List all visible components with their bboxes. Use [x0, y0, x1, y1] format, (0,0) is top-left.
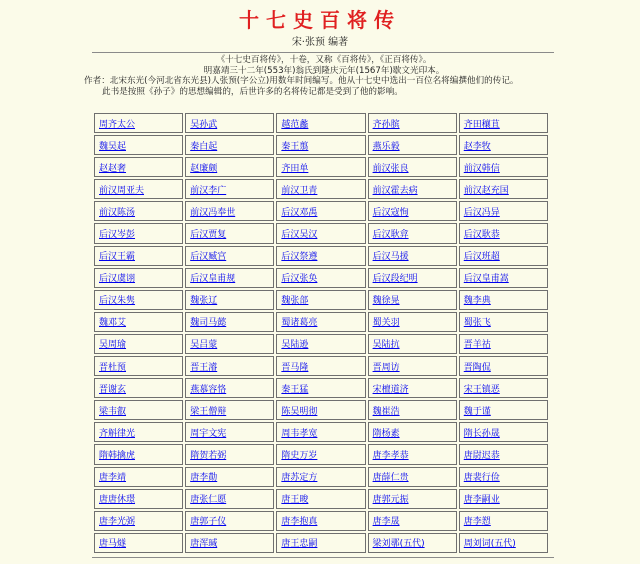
table-row — [94, 246, 548, 266]
general-link[interactable]: 周宇文宪 — [185, 422, 274, 442]
general-link[interactable]: 晋王濬 — [185, 356, 274, 376]
general-link[interactable]: 赵廉颇 — [185, 157, 274, 177]
general-link[interactable]: 晋马隆 — [276, 356, 365, 376]
general-link[interactable]: 魏邓艾 — [94, 312, 183, 332]
general-link[interactable]: 梁韦叡 — [94, 400, 183, 420]
intro-block — [84, 55, 564, 97]
intro-line-2: 明嘉靖三十二年(553年)翁氏到隆庆元年(1567年)歇文光印本。 — [203, 65, 445, 76]
table-row — [94, 268, 548, 288]
general-link[interactable]: 后汉马援 — [368, 246, 457, 266]
general-link[interactable]: 蜀关羽 — [368, 312, 457, 332]
table-row — [94, 113, 548, 133]
general-link[interactable]: 越范蠡 — [276, 113, 365, 133]
general-link[interactable]: 周韦孝宽 — [276, 422, 365, 442]
general-link[interactable]: 齐斛律光 — [94, 422, 183, 442]
general-link[interactable]: 魏张郃 — [276, 290, 365, 310]
general-link[interactable]: 后汉邓禹 — [276, 201, 365, 221]
table-row — [94, 290, 548, 310]
general-link[interactable]: 吴陆逊 — [276, 334, 365, 354]
general-link[interactable]: 前汉霍去病 — [368, 179, 457, 199]
general-link[interactable]: 魏于谨 — [459, 400, 548, 420]
general-link[interactable]: 前汉冯奉世 — [185, 201, 274, 221]
table-row — [94, 356, 548, 376]
general-link[interactable]: 后汉班超 — [459, 246, 548, 266]
general-link[interactable]: 赵李牧 — [459, 135, 548, 155]
general-link[interactable]: 后汉贾复 — [185, 223, 274, 243]
general-link[interactable]: 宋王镇恶 — [459, 378, 548, 398]
general-link[interactable]: 周齐太公 — [94, 113, 183, 133]
general-link[interactable]: 隋长孙晟 — [459, 422, 548, 442]
general-link[interactable]: 后汉朱隽 — [94, 290, 183, 310]
general-link[interactable]: 蜀诸葛亮 — [276, 312, 365, 332]
general-link[interactable]: 后汉耿恭 — [459, 223, 548, 243]
table-row — [94, 135, 548, 155]
general-link[interactable]: 唐尉迟恭 — [459, 444, 548, 464]
table-row — [94, 223, 548, 243]
general-link[interactable]: 后汉虞诩 — [94, 268, 183, 288]
general-link[interactable]: 后汉皇甫规 — [185, 268, 274, 288]
table-row — [94, 157, 548, 177]
general-link[interactable]: 唐马燧 — [94, 533, 183, 553]
general-link[interactable]: 唐薛仁贵 — [368, 467, 457, 487]
general-link[interactable]: 赵赵奢 — [94, 157, 183, 177]
table-row — [94, 422, 548, 442]
general-link[interactable]: 唐王忠嗣 — [276, 533, 365, 553]
general-link[interactable]: 魏徐晃 — [368, 290, 457, 310]
general-link[interactable]: 后汉段纪明 — [368, 268, 457, 288]
general-link[interactable]: 齐田单 — [276, 157, 365, 177]
general-link[interactable]: 后汉皇甫嵩 — [459, 268, 548, 288]
general-link[interactable]: 吴孙武 — [185, 113, 274, 133]
general-link[interactable]: 唐李晟 — [368, 511, 457, 531]
general-link[interactable]: 晋周访 — [368, 356, 457, 376]
general-link[interactable]: 秦白起 — [185, 135, 274, 155]
general-link[interactable]: 晋羊祜 — [459, 334, 548, 354]
general-link[interactable]: 唐李勣 — [185, 467, 274, 487]
table-row — [94, 378, 548, 398]
bottom-divider — [92, 557, 554, 558]
table-row — [94, 179, 548, 199]
general-link[interactable]: 秦王翦 — [276, 135, 365, 155]
general-link[interactable]: 梁王僧辩 — [185, 400, 274, 420]
general-link[interactable]: 吴陆抗 — [368, 334, 457, 354]
general-link[interactable]: 魏张辽 — [185, 290, 274, 310]
generals-table — [92, 111, 550, 555]
table-row — [94, 533, 548, 553]
general-link[interactable]: 前汉张良 — [368, 157, 457, 177]
general-link[interactable]: 后汉寇恂 — [368, 201, 457, 221]
table-row — [94, 400, 548, 420]
intro-line-4: 此书是按照《孙子》的思想编辑的，后世许多的名将传记都是受到了他的影响。 — [102, 86, 403, 97]
general-link[interactable]: 吴周瑜 — [94, 334, 183, 354]
general-link[interactable]: 唐李嗣业 — [459, 489, 548, 509]
general-link[interactable]: 唐郭子仪 — [185, 511, 274, 531]
general-link[interactable]: 后汉祭遵 — [276, 246, 365, 266]
general-link[interactable]: 唐李靖 — [94, 467, 183, 487]
table-row — [94, 467, 548, 487]
general-link[interactable]: 魏司马懿 — [185, 312, 274, 332]
author-line: 宋·张预 编著 — [291, 37, 349, 48]
page-title: 十七史百将传 — [239, 8, 401, 32]
table-row — [94, 444, 548, 464]
general-link[interactable]: 唐张仁愿 — [185, 489, 274, 509]
general-link[interactable]: 后汉耿弇 — [368, 223, 457, 243]
intro-line-3: 作者：北宋东光(今河北省东光县)人张预(字公立)用数年时间编写。他从十七史中选出一百位名将编撰他们的传记。 — [84, 76, 519, 87]
general-link[interactable]: 燕乐毅 — [368, 135, 457, 155]
general-link[interactable]: 前汉赵充国 — [459, 179, 548, 199]
top-divider — [92, 52, 554, 53]
general-link[interactable]: 唐李愬 — [459, 511, 548, 531]
general-link[interactable]: 唐浑瑊 — [185, 533, 274, 553]
general-link[interactable]: 唐裴行俭 — [459, 467, 548, 487]
general-link[interactable]: 晋谢玄 — [94, 378, 183, 398]
general-link[interactable]: 后汉张奂 — [276, 268, 365, 288]
general-link[interactable]: 燕慕容恪 — [185, 378, 274, 398]
table-row — [94, 334, 548, 354]
general-link[interactable]: 前汉陈汤 — [94, 201, 183, 221]
general-link[interactable]: 唐苏定方 — [276, 467, 365, 487]
general-link[interactable]: 唐李抱真 — [276, 511, 365, 531]
general-link[interactable]: 隋史万岁 — [276, 444, 365, 464]
general-link[interactable]: 齐田穰苴 — [459, 113, 548, 133]
table-row — [94, 511, 548, 531]
general-link[interactable]: 后汉岑彭 — [94, 223, 183, 243]
general-link[interactable]: 晋杜预 — [94, 356, 183, 376]
general-link[interactable]: 隋韩擒虎 — [94, 444, 183, 464]
general-link[interactable]: 吴吕蒙 — [185, 334, 274, 354]
general-link[interactable]: 秦王猛 — [276, 378, 365, 398]
general-link[interactable]: 魏李典 — [459, 290, 548, 310]
general-link[interactable]: 前汉李广 — [185, 179, 274, 199]
general-link[interactable]: 魏吴起 — [94, 135, 183, 155]
general-link[interactable]: 唐李光弼 — [94, 511, 183, 531]
general-link[interactable]: 前汉韩信 — [459, 157, 548, 177]
table-row — [94, 201, 548, 221]
general-link[interactable]: 宋檀道济 — [368, 378, 457, 398]
general-link[interactable]: 陈吴明彻 — [276, 400, 365, 420]
general-link[interactable]: 后汉臧宫 — [185, 246, 274, 266]
general-link[interactable]: 梁刘鄩(五代) — [368, 533, 457, 553]
general-link[interactable]: 后汉吴汉 — [276, 223, 365, 243]
general-link[interactable]: 后汉王霸 — [94, 246, 183, 266]
general-link[interactable]: 晋陶侃 — [459, 356, 548, 376]
general-link[interactable]: 唐唐休璟 — [94, 489, 183, 509]
general-link[interactable]: 前汉卫青 — [276, 179, 365, 199]
general-link[interactable]: 唐李孝恭 — [368, 444, 457, 464]
general-link[interactable]: 隋贺若弼 — [185, 444, 274, 464]
general-link[interactable]: 唐王晙 — [276, 489, 365, 509]
general-link[interactable]: 后汉冯异 — [459, 201, 548, 221]
intro-line-1: 《十七史百将传》，十卷，又称《百将传》，《正百将传》。 — [216, 55, 432, 65]
general-link[interactable]: 前汉周亚夫 — [94, 179, 183, 199]
table-row — [94, 312, 548, 332]
general-link[interactable]: 魏崔浩 — [368, 400, 457, 420]
general-link[interactable]: 周刘词(五代) — [459, 533, 548, 553]
general-link[interactable]: 隋杨素 — [368, 422, 457, 442]
general-link[interactable]: 蜀张飞 — [459, 312, 548, 332]
general-link[interactable]: 齐孙膑 — [368, 113, 457, 133]
general-link[interactable]: 唐郭元振 — [368, 489, 457, 509]
table-row — [94, 489, 548, 509]
